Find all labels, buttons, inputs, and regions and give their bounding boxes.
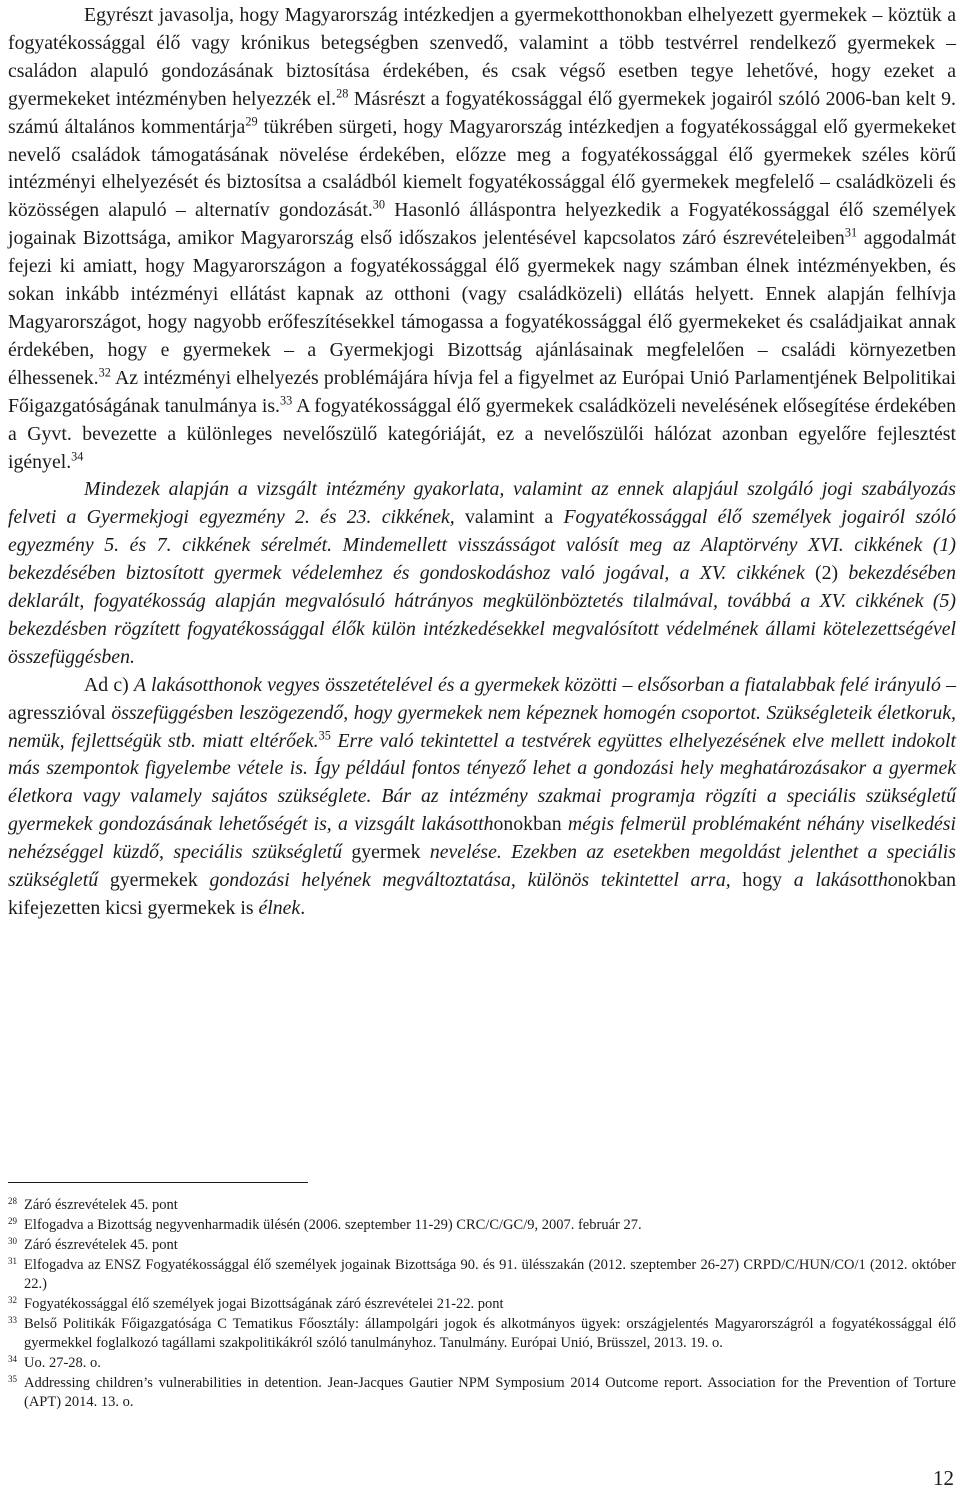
text-run: Egyrészt javasolja, hogy Magyarország intézkedjen a gyermekotthonokban elhelyezett gyermekek – köztük a fogyatékossággal élő vagy krónikus betegségben szenvedő, valamint a több testvérrel rendelkező gyermekek – családon alapuló gondozásának biztosítása érdekében, és csak végső esetben tegye lehetővé, hogy ezeket a gyermekeket intézményben helyezzék el.	[8, 4, 956, 110]
paragraph	[8, 672, 956, 923]
footnote-ref[interactable]: 35	[318, 727, 331, 742]
footnotes	[8, 1196, 956, 1413]
italic-text: összefüggésben leszögezendő, hogy gyermekek nem képeznek homogén csoportot. Szükségleteik életkoruk, nemük, fejlettségük stb. miatt eltérőek.	[8, 701, 956, 752]
text-run: onokban	[493, 813, 568, 836]
italic-text: A lakásotthonok vegyes összetételével és a gyermekek közötti – elsősorban a fiatalabbak felé irányuló –	[134, 673, 957, 696]
italic-text: élnek	[258, 897, 301, 919]
text-run: tükrében sürgeti, hogy Magyarország intézkedjen a fogyatékossággal elő gyermekeket nevelő családok támogatásának növelése érdekében, előzze meg a fogyatékossággal élő gyermekek széles körű intézményi elhelyezését és biztosítsa a családból kiemelt fogyatékossággal élő gyermekek megfelelő – családközeli és közösségen alapuló – alternatív gondozását.	[8, 115, 956, 222]
page-number: 12	[933, 1466, 954, 1490]
text-run: agresszióval	[8, 701, 112, 724]
footnote-text: Záró észrevételek 45. pont	[24, 1197, 178, 1213]
footnote	[8, 1374, 956, 1412]
footnote-ref[interactable]: 28	[336, 86, 349, 101]
footnote	[8, 1256, 956, 1294]
text-run: Az intézményi elhelyezés problémájára hívja fel a figyelmet az Európai Unió Parlamentjének Belpolitikai Főigazgatóságának tanulmánya is.	[8, 366, 956, 417]
text-run: A fogyatékossággal élő gyermekek családközeli nevelésének elősegítése érdekében a Gyvt. bevezette a különleges nevelőszülő kategóriáját, ez a nevelőszülői hálózat azonban egyelőre fejlesztést igényel.	[8, 394, 956, 473]
italic-text: Fogyatékossággal élő személyek jogairól szóló egyezmény 5. és 7. cikkének sérelmét. Mindemellett visszásságot valósít meg az Alaptörvény XVI. cikkének (1) bekezdésében biztosított gyermek védelemhez és gondoskodáshoz való jogával, a XV. cikkének	[8, 506, 956, 585]
footnote-ref[interactable]: 30	[372, 197, 386, 212]
text-run: Másrészt a fogyatékossággal élő gyermekek jogairól szóló 2006-ban kelt 9. számú általános kommentárja	[8, 87, 956, 138]
italic-text: nevelése. Ezekben az esetekben megoldást jelenthet a speciális szükségletű	[8, 841, 956, 892]
footnote-number	[8, 1256, 24, 1275]
footnote-marker: 35	[8, 1374, 17, 1385]
footnote	[8, 1295, 956, 1314]
footnote-text: Belső Politikák Főigazgatósága C Tematikus Főosztály: állampolgári jogok és alkotmányos ügyek: országjelentés Magyarországról a fogyatékossággal élő gyermekkel foglalkozó tagállami szakpolitikákról szóló tanulmányhoz. Tanulmány. Európai Unió, Brüsszel, 2013. 19. o.	[24, 1316, 956, 1351]
footnote-number	[8, 1236, 24, 1255]
footnote-text: Elfogadva az ENSZ Fogyatékossággal élő személyek jogainak Bizottsága 90. és 91. ülésszakán (2012. szeptember 26-27) CRPD/C/HUN/CO/1 (2012. október 22.)	[24, 1257, 956, 1292]
footnote-number	[8, 1315, 24, 1334]
footnote-number	[8, 1295, 24, 1314]
footnote-marker: 32	[8, 1295, 17, 1306]
footnote-number	[8, 1216, 24, 1235]
italic-text: bekezdésében deklarált, fogyatékosság alapján megvalósuló hátrányos megkülönböztetés tilalmával, továbbá a XV. cikkének (5) bekezdésben rögzített fogyatékossággal élők külön intézkedésekkel megvalósított védelmének állami kötelezettségével összefüggésben.	[8, 562, 956, 668]
body-text	[8, 2, 956, 923]
italic-text: Erre való tekintettel a testvérek együttes elhelyezésének elve mellett indokolt más szempontok figyelembe vétele is. Így például fontos tényező lehet a gondozási hely meghatározásakor a gyermek életkora vagy valamely sajátos szükséglete. Bár az intézmény szakmai programja rögzíti a speciális szükségletű gyermekek gondozásának lehetőségét is, a vizsgált lakásotth	[8, 729, 956, 836]
italic-text: gondozási helyének megváltoztatása, különös tekintettel arra,	[209, 869, 743, 892]
footnote-ref[interactable]: 33	[279, 393, 293, 408]
text-run: nokban kifejezetten kicsi gyermekek is	[8, 869, 956, 919]
footnote-marker: 33	[8, 1315, 17, 1326]
text-run: Ad c)	[84, 673, 134, 696]
footnote-marker: 31	[8, 1256, 17, 1267]
footnote-marker: 29	[8, 1216, 17, 1227]
footnote-ref[interactable]: 34	[71, 448, 84, 463]
paragraph	[8, 2, 956, 476]
footnote-ref[interactable]: 31	[844, 225, 858, 240]
text-run: hogy	[742, 869, 794, 892]
text-run: gyermekek	[109, 869, 210, 892]
footnote-ref[interactable]: 32	[98, 365, 111, 380]
text-run: .	[300, 897, 306, 919]
paragraph	[8, 476, 956, 671]
italic-text: mégis felmerül problémaként néhány viselkedési nehézséggel küzdő, speciális szükségletű	[8, 813, 956, 864]
footnote-text: Záró észrevételek 45. pont	[24, 1237, 178, 1253]
footnote-text: Uo. 27-28. o.	[24, 1355, 101, 1371]
footnote-ref[interactable]: 29	[245, 114, 258, 129]
footnote-marker: 30	[8, 1236, 17, 1247]
footnote-text: Fogyatékossággal élő személyek jogai Bizottságának záró észrevételei 21-22. pont	[24, 1296, 504, 1312]
footnote-text: Addressing children’s vulnerabilities in detention. Jean-Jacques Gautier NPM Symposium 2014 Outcome report. Association for the Prevention of Torture (APT) 2014. 13. o.	[24, 1375, 956, 1410]
footnote-number	[8, 1196, 24, 1215]
footnote	[8, 1315, 956, 1353]
footnote	[8, 1216, 956, 1235]
footnote-text: Elfogadva a Bizottság negyvenharmadik ülésén (2006. szeptember 11-29) CRC/C/GC/9, 2007. február 27.	[24, 1217, 642, 1233]
footnote	[8, 1236, 956, 1255]
text-run: Hasonló álláspontra helyezkedik a Fogyatékossággal élő személyek jogainak Bizottsága, amikor Magyarország első időszakos jelentésével kapcsolatos záró észrevételeiben	[8, 199, 956, 250]
footnote	[8, 1196, 956, 1215]
footnote-marker: 28	[8, 1196, 17, 1207]
footnote-number	[8, 1354, 24, 1373]
text-run: (2)	[815, 562, 849, 585]
italic-text: a lakásottho	[793, 869, 898, 892]
footnote-marker: 34	[8, 1354, 17, 1365]
text-run: aggodalmát fejezi ki amiatt, hogy Magyarországon a fogyatékossággal élő gyermekek nagy számban élnek intézményekben, és sokan inkább intézményi ellátást kapnak az otthoni (vagy családközeli) ellátás helyett. Ennek alapján felhívja Magyarországot, hogy nagyobb erőfeszítésekkel támogassa a fogyatékossággal élő gyermekeket és családjaikat annak érdekében, hogy e gyermekek – a Gyermekjogi Bizottság ajánlásainak megfelelően – családi környezetben élhessenek.	[8, 227, 956, 389]
footnote-number	[8, 1374, 24, 1393]
text-run: gyermek	[351, 841, 430, 864]
footnote-separator	[8, 1182, 308, 1183]
text-run: valamint a	[464, 506, 564, 529]
footnote	[8, 1354, 956, 1373]
italic-text: Mindezek alapján a vizsgált intézmény gyakorlata, valamint az ennek alapjául szolgáló jogi szabályozás felveti a Gyermekjogi egyezmény 2. és 23. cikkének,	[8, 478, 956, 529]
